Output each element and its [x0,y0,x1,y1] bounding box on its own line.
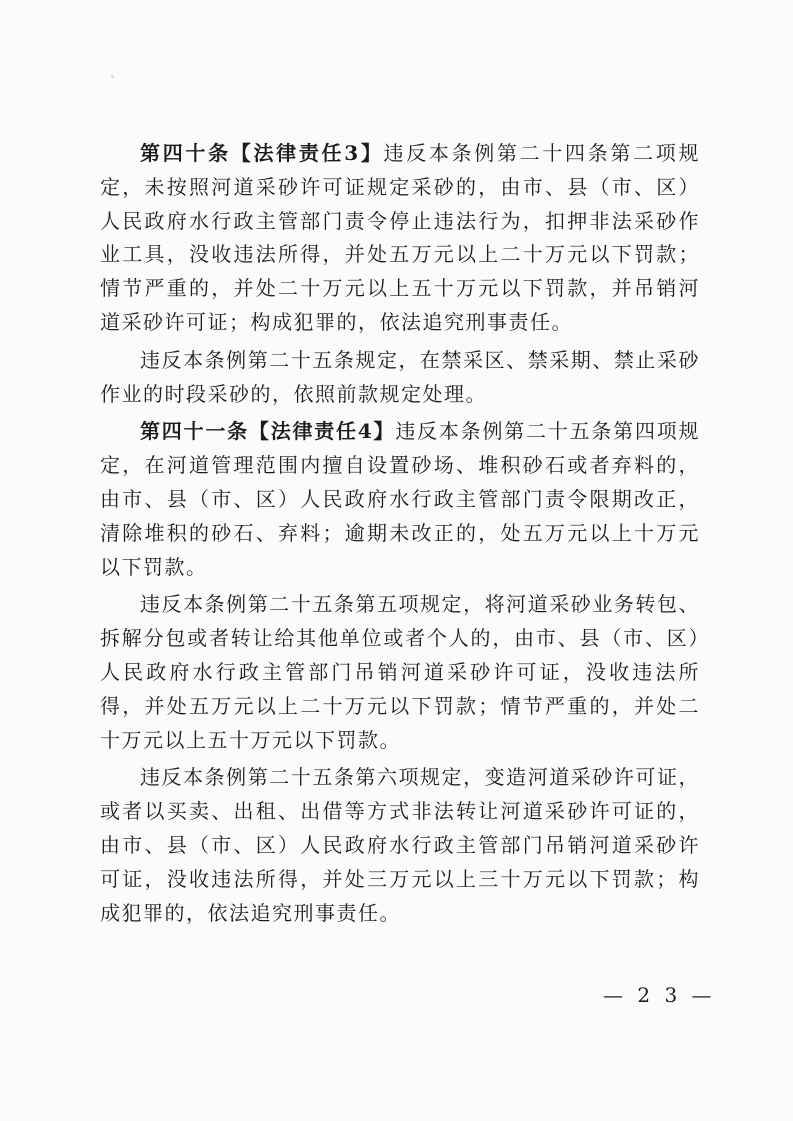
scan-speck [111,75,114,78]
paragraph-text: 违反本条例第二十四条第二项规定，未按照河道采砂许可证规定采砂的，由市、县（市、区）人民政府水行政主管部门责令停止违法行为，扣押非法采砂作业工具，没收违法所得，并处五万元以上二十万元以下罚款；情节严重的，并处二十万元以上五十万元以下罚款，并吊销河道采砂许可证；构成犯罪的，依法追究刑事责任。 [100,141,700,334]
paragraph-text: 违反本条例第二十五条第五项规定，将河道采砂业务转包、拆解分包或者转让给其他单位或者个人的，由市、县（市、区）人民政府水行政主管部门吊销河道采砂许可证，没收违法所得，并处五万元以上二十万元以下罚款；情节严重的，并处二十万元以上五十万元以下罚款。 [100,592,700,752]
article-heading: 第四十一条【法律责任4】 [140,419,396,444]
paragraph-text: 违反本条例第二十五条规定，在禁采区、禁采期、禁止采砂作业的时段采砂的，依照前款规定处理。 [100,347,700,406]
paragraph-article-40 [100,137,700,340]
paragraph-text: 违反本条例第二十五条第六项规定，变造河道采砂许可证，或者以买卖、出租、出借等方式非法转让河道采砂许可证的，由市、县（市、区）人民政府水行政主管部门吊销河道采砂许可证，没收违法所得，并处三万元以上三十万元以下罚款；构成犯罪的，依法追究刑事责任。 [100,765,700,925]
paragraph-article-41-clause-2 [100,588,700,757]
paragraph-text: 违反本条例第二十五条第四项规定，在河道管理范围内擅自设置砂场、堆积砂石或者弃料的，由市、县（市、区）人民政府水行政主管部门责令限期改正，清除堆积的砂石、弃料；逾期未改正的，处五万元以上十万元以下罚款。 [100,419,701,579]
page-number: — 2 3 — [603,983,716,1007]
article-heading: 第四十条【法律责任3】 [140,141,384,165]
paragraph-article-40-clause-2 [100,344,700,412]
document-body [100,137,700,930]
paragraph-article-41 [100,415,700,584]
paragraph-article-41-clause-3 [100,761,700,930]
